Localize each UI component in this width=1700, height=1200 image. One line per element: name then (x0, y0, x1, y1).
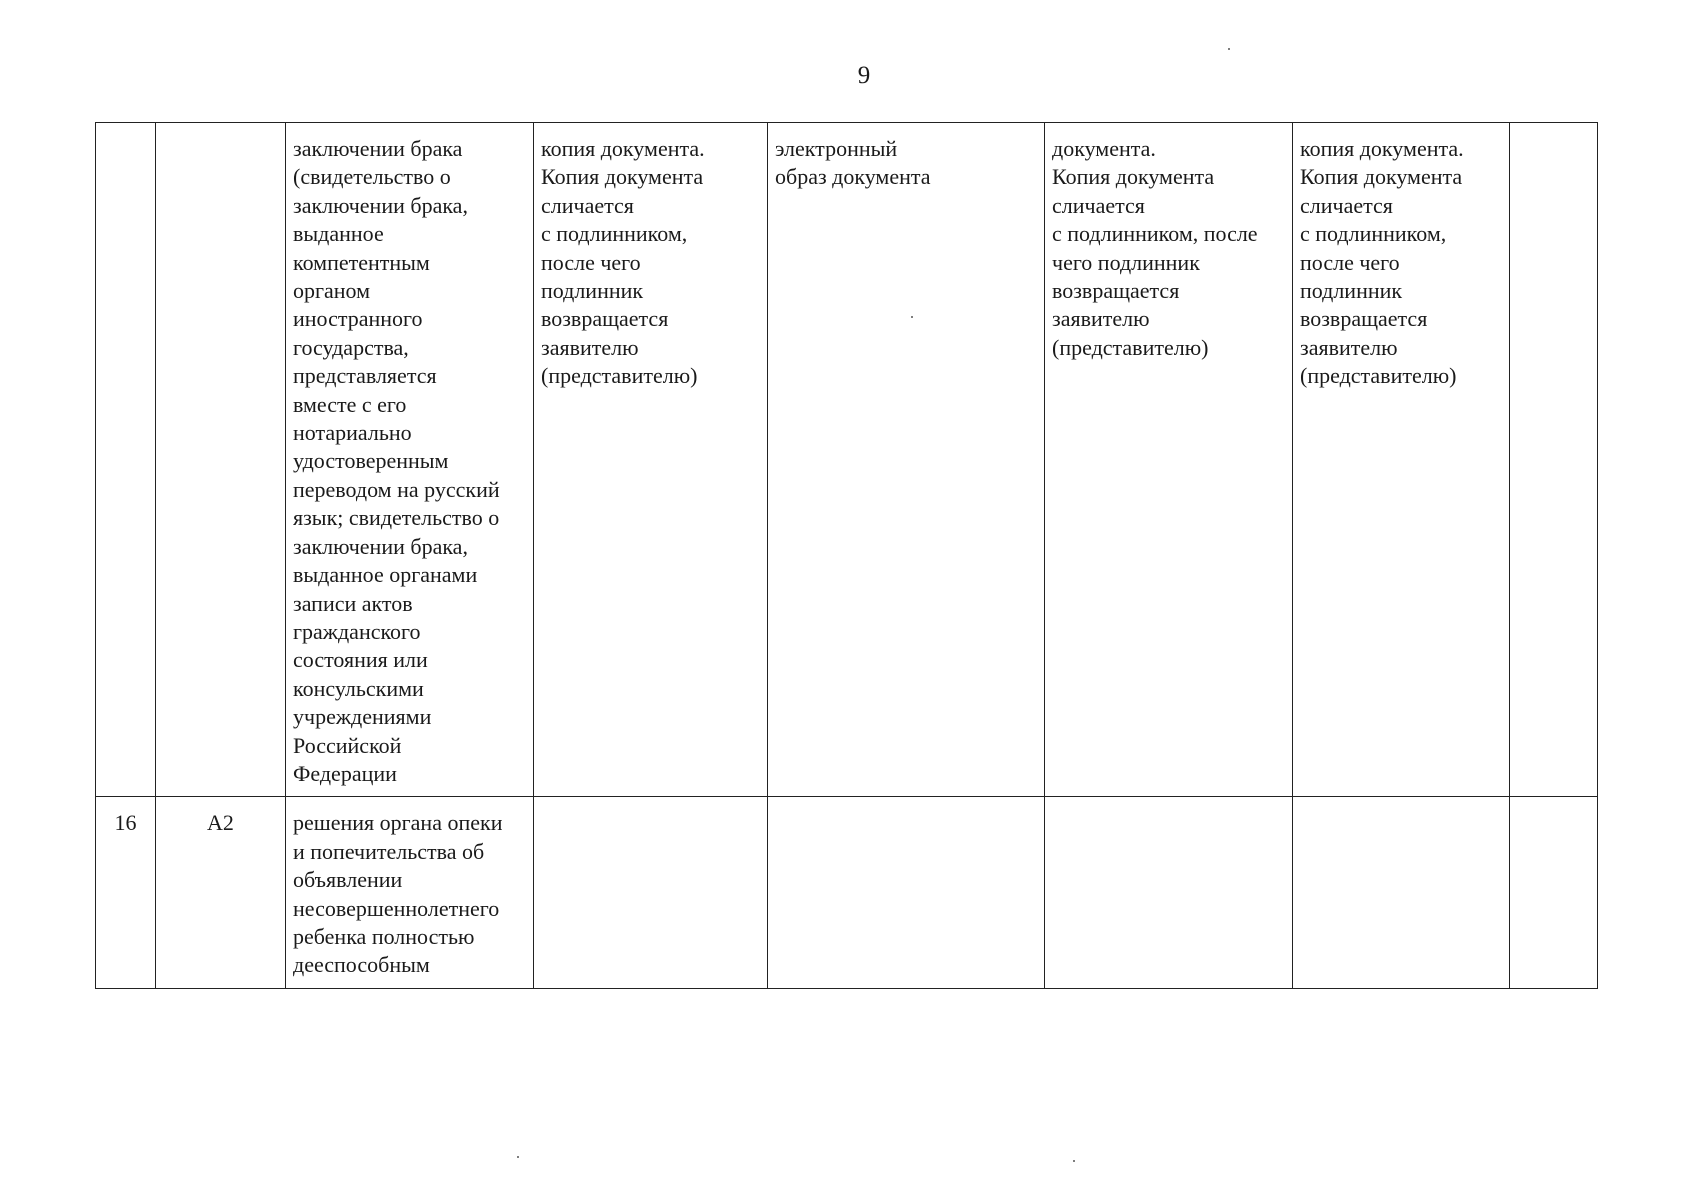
table-cell-electronic: электронный образ документа (768, 123, 1045, 797)
page-number: 9 (857, 62, 871, 89)
table-cell-document-name: заключении брака (свидетельство о заключении брака, выданное компетентным органом иностранного государства, представляется вместе с его нотариально удостоверенным переводом на русский язык; свидетельство о заключении брака, выданное органами записи актов гражданского состояния или консульскими учреждениями Российской Федерации (286, 123, 534, 797)
document-table (95, 122, 1598, 989)
table-cell-mfc (1045, 797, 1293, 988)
table-cell-mail (1293, 797, 1510, 988)
scan-speck (517, 1156, 519, 1158)
table-cell-number (96, 123, 156, 797)
table-cell-notes (1510, 123, 1598, 797)
table-cell-in-person: копия документа. Копия документа сличается с подлинником, после чего подлинник возвращается заявителю (представителю) (534, 123, 768, 797)
scan-speck (1228, 48, 1230, 50)
scan-speck (911, 316, 913, 318)
table-row (96, 123, 1598, 797)
table-cell-mail: копия документа. Копия документа сличается с подлинником, после чего подлинник возвращается заявителю (представителю) (1293, 123, 1510, 797)
table-cell-code: А2 (156, 797, 286, 988)
table-cell-number: 16 (96, 797, 156, 988)
table-cell-notes (1510, 797, 1598, 988)
scan-speck (1073, 1160, 1075, 1162)
table-cell-code (156, 123, 286, 797)
table-cell-electronic (768, 797, 1045, 988)
table-cell-in-person (534, 797, 768, 988)
table-cell-mfc: документа. Копия документа сличается с подлинником, после чего подлинник возвращается заявителю (представителю) (1045, 123, 1293, 797)
table-row (96, 797, 1598, 988)
table-cell-document-name: решения органа опеки и попечительства об объявлении несовершеннолетнего ребенка полностью дееспособным (286, 797, 534, 988)
